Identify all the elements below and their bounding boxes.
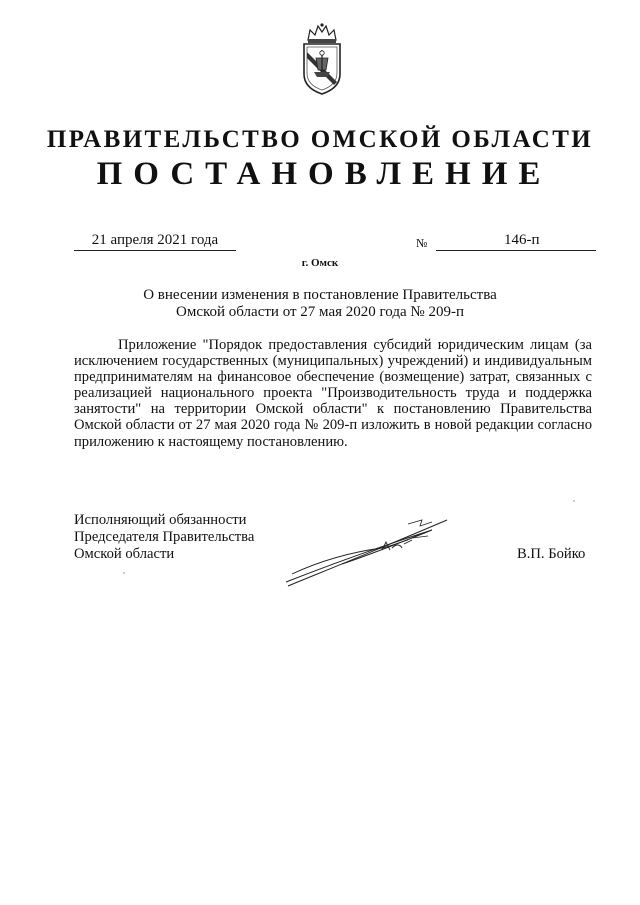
government-name: ПРАВИТЕЛЬСТВО ОМСКОЙ ОБЛАСТИ (46, 126, 594, 153)
document-date: 21 апреля 2021 года (74, 232, 236, 251)
scan-speck (123, 572, 125, 574)
signatory-line-1: Исполняющий обязанности (74, 512, 247, 528)
number-sign: № (416, 236, 428, 250)
signatory-name: В.П. Бойко (517, 546, 586, 562)
scan-speck (573, 500, 575, 502)
subject-line-1: О внесении изменения в постановление Правительства (143, 287, 497, 303)
subject-line-2: Омской области от 27 мая 2020 года № 209-п (176, 304, 464, 320)
number-underline (436, 250, 490, 251)
signatory-line-3: Омской области (74, 546, 175, 562)
handwritten-signature (282, 512, 452, 592)
document-subject (120, 287, 520, 321)
coat-of-arms-icon (296, 22, 348, 96)
document-type: ПОСТАНОВЛЕНИЕ (96, 156, 552, 192)
signatory-line-2: Председателя Правительства (74, 529, 255, 545)
document-number: 146-п (504, 232, 540, 248)
signatory-title (74, 512, 254, 563)
city: г. Омск (301, 257, 339, 269)
body-paragraph: Приложение "Порядок предоставления субсидий юридическим лицам (за исключением государственных (муниципальных) учреждений) и индивидуальным предпринимателям на финансовое обеспечение (возмещение) затрат, связанных с реализацией национального проекта "Производительность труда и поддержка занятости" на территории Омской области" к постановлению Правительства Омской области от 27 мая 2020 года № 209-п изложить в новой редакции согласно приложению к настоящему постановлению. (74, 337, 592, 450)
document-number-field (490, 232, 596, 251)
